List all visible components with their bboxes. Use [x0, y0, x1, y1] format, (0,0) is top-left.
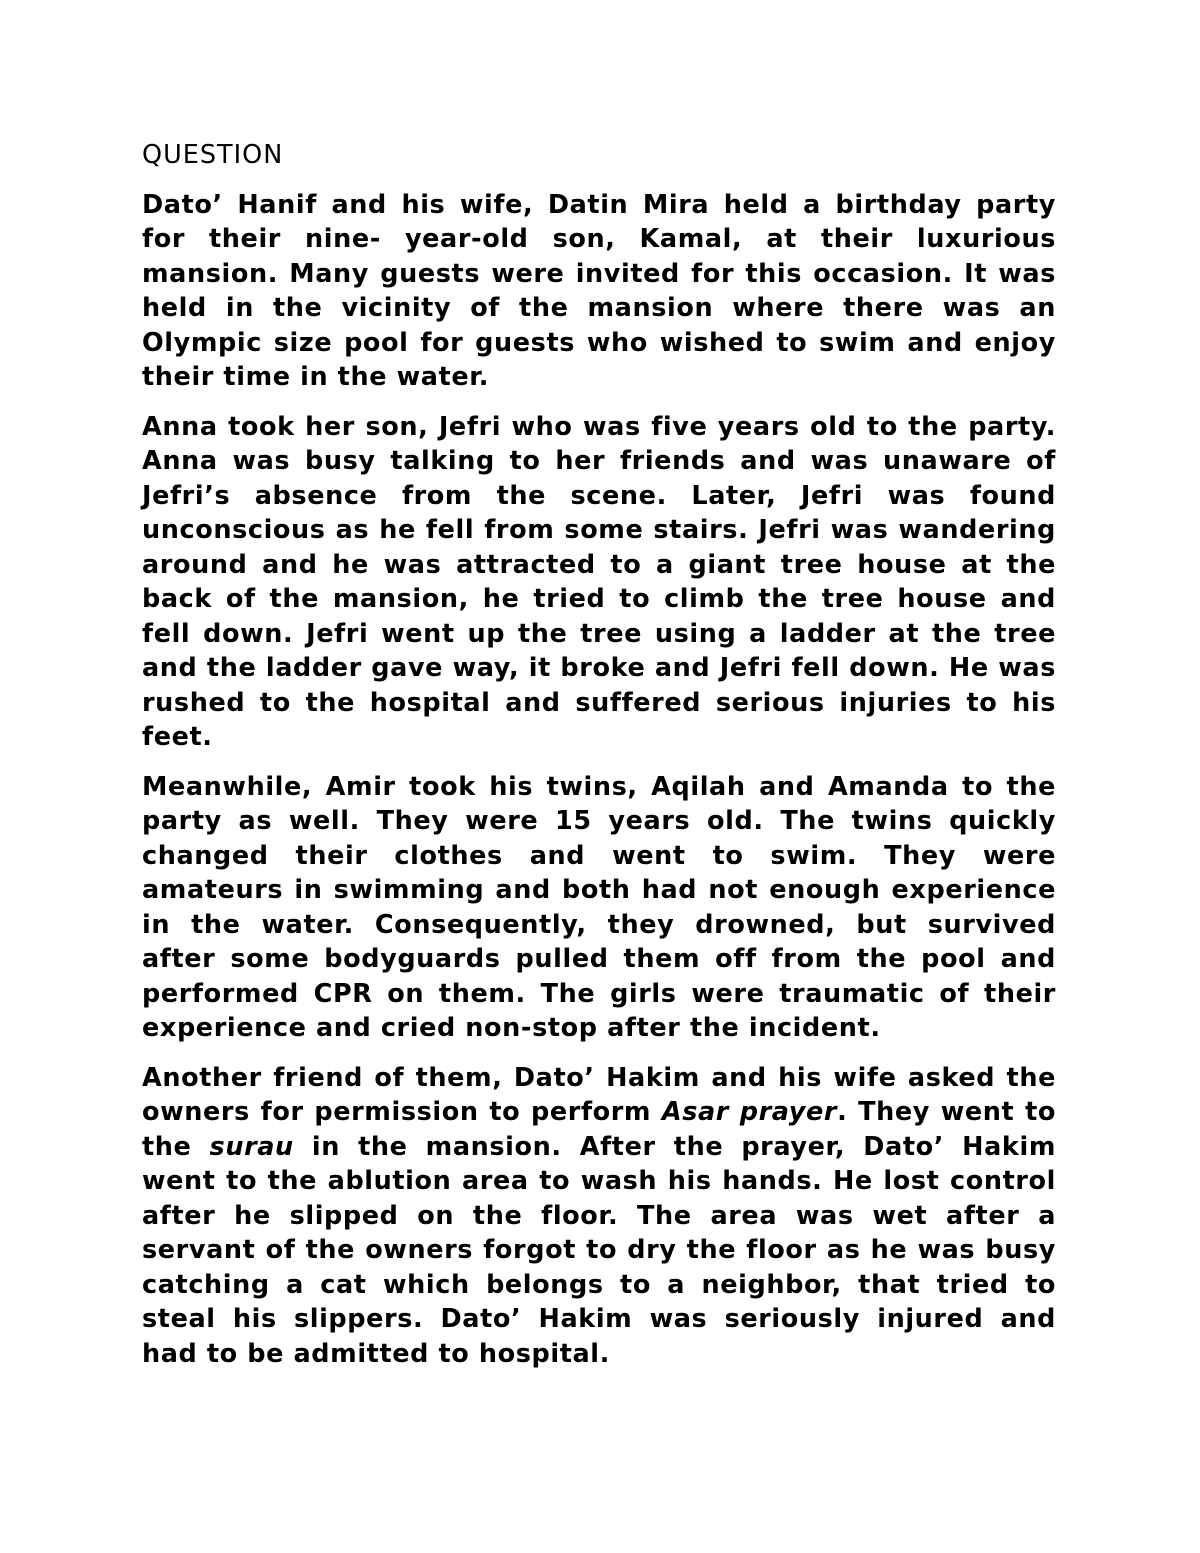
document-page: [142, 138, 1056, 1386]
paragraph-dato-hakim-part-3: in the mansion. After the prayer, Dato’ Hakim went to the ablution area to wash his hands. He lost control after he slipped on the floor. The area was wet after a servant of the owners forgot to dry the floor as he was busy catching a cat which belongs to a neighbor, that tried to steal his slippers. Dato’ Hakim was seriously injured and had to be admitted to hospital.: [142, 1131, 1056, 1369]
question-heading: QUESTION: [142, 140, 284, 170]
paragraph-party: Dato’ Hanif and his wife, Datin Mira held a birthday party for their nine- year-old son, Kamal, at their luxurious mansion. Many guests were invited for this occasion. It was held in the vicinity of the mansion where there was an Olympic size pool for guests who wished to swim and enjoy their time in the water.: [142, 189, 1056, 392]
paragraph-twins: Meanwhile, Amir took his twins, Aqilah and Amanda to the party as well. They were 15 years old. The twins quickly changed their clothes and went to swim. They were amateurs in swimming and both had not enough experience in the water. Consequently, they drowned, but survived after some bodyguards pulled them off from the pool and performed CPR on them. The girls were traumatic of their experience and cried non-stop after the incident.: [142, 771, 1056, 1043]
surau-term: surau: [209, 1131, 294, 1162]
paragraph-jefri: Anna took her son, Jefri who was five years old to the party. Anna was busy talking to her friends and was unaware of Jefri’s absence from the scene. Later, Jefri was found unconscious as he fell from some stairs. Jefri was wandering around and he was attracted to a giant tree house at the back of the mansion, he tried to climb the tree house and fell down. Jefri went up the tree using a ladder at the tree and the ladder gave way, it broke and Jefri fell down. He was rushed to the hospital and suffered serious injuries to his feet.: [142, 411, 1056, 752]
paragraph-dato-hakim: [142, 1061, 1056, 1372]
paragraph-dato-hakim-part-2: . They went to the: [142, 1097, 1056, 1162]
paragraph-dato-hakim-part-1: Another friend of them, Dato’ Hakim and his wife asked the owners for permission to perform: [142, 1062, 1056, 1127]
asar-prayer-term: Asar prayer: [661, 1097, 838, 1127]
